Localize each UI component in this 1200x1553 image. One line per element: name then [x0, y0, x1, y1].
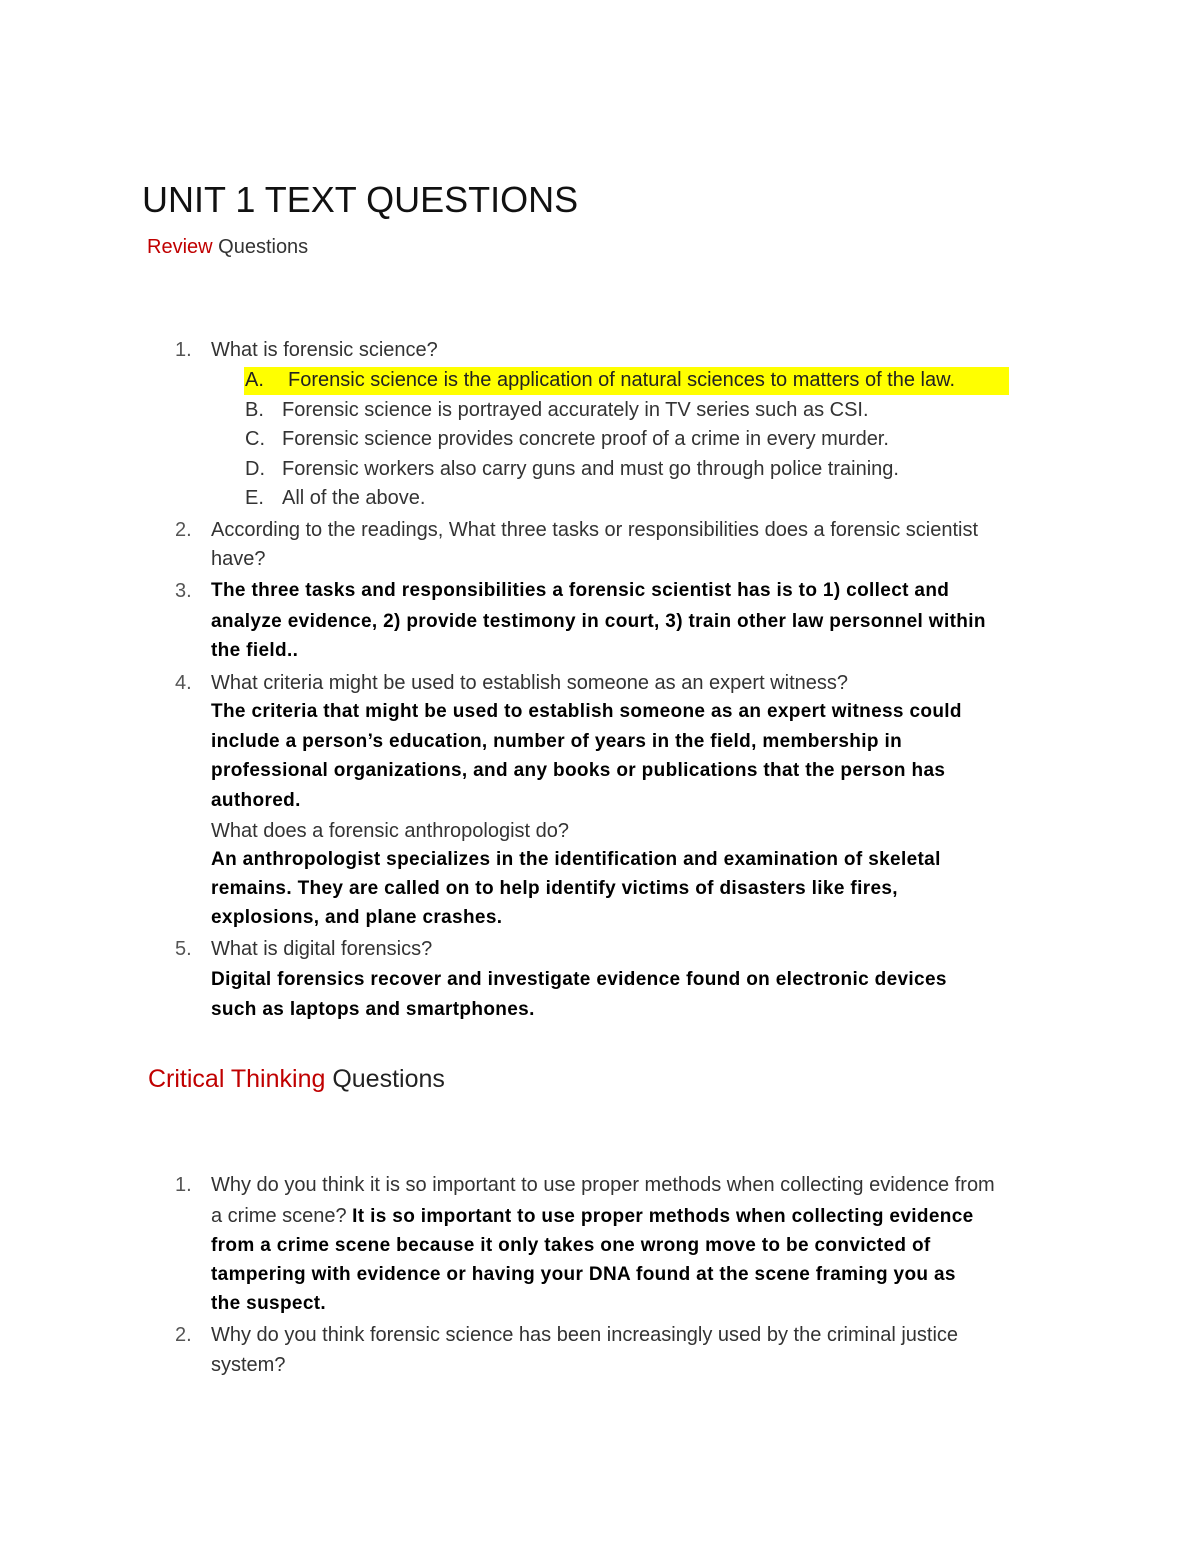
question-number: 2. — [175, 1324, 192, 1346]
option-letter: B. — [245, 399, 264, 421]
question-text: have? — [211, 548, 266, 570]
option-letter: C. — [245, 428, 265, 450]
page-title: UNIT 1 TEXT QUESTIONS — [142, 179, 579, 220]
answer-text: tampering with evidence or having your DNA found at the scene framing you as — [211, 1264, 956, 1285]
option-text: Forensic science provides concrete proof of a crime in every murder. — [282, 428, 889, 450]
answer-text: Digital forensics recover and investigate evidence found on electronic devices — [211, 969, 947, 990]
critical-heading-colored: Critical Thinking — [148, 1065, 326, 1093]
question-text: a crime scene? — [211, 1205, 353, 1227]
question-number: 1. — [175, 1174, 192, 1196]
answer-text: authored. — [211, 790, 301, 811]
option-letter: A. — [245, 369, 264, 391]
question-number: 1. — [175, 339, 192, 361]
answer-text: the suspect. — [211, 1293, 327, 1314]
question-number: 5. — [175, 938, 192, 960]
question-text: system? — [211, 1354, 286, 1376]
question-text: What is forensic science? — [211, 339, 438, 361]
review-heading-rest: Questions — [212, 236, 309, 258]
critical-heading-rest: Questions — [325, 1065, 445, 1093]
question-text: According to the readings, What three tasks or responsibilities does a forensic scientist — [211, 519, 979, 541]
answer-text: explosions, and plane crashes. — [211, 907, 503, 928]
answer-text: such as laptops and smartphones. — [211, 999, 535, 1020]
review-questions-heading — [147, 233, 308, 261]
question-text: What criteria might be used to establish someone as an expert witness? — [211, 672, 848, 694]
answer-text: An anthropologist specializes in the identification and examination of skeletal — [211, 849, 941, 870]
option-letter: E. — [245, 487, 264, 509]
option-text: Forensic workers also carry guns and must go through police training. — [282, 458, 899, 480]
answer-text: The criteria that might be used to establish someone as an expert witness could — [211, 701, 962, 722]
option-text: Forensic science is portrayed accurately in TV series such as CSI. — [282, 399, 869, 421]
answer-text: include a person’s education, number of years in the field, membership in — [211, 731, 903, 752]
option-text: All of the above. — [282, 487, 426, 509]
question-number: 4. — [175, 672, 192, 694]
question-answer-line — [211, 1202, 974, 1231]
answer-text: professional organizations, and any books or publications that the person has — [211, 760, 946, 781]
review-heading-colored: Review — [147, 236, 213, 258]
answer-text: from a crime scene because it only takes one wrong move to be convicted of — [211, 1235, 931, 1256]
question-text: What does a forensic anthropologist do? — [211, 820, 569, 842]
question-number: 2. — [175, 519, 192, 541]
question-text: Why do you think it is so important to use proper methods when collecting evidence from — [211, 1174, 995, 1196]
critical-thinking-heading — [148, 1062, 445, 1096]
question-text: Why do you think forensic science has been increasingly used by the criminal justice — [211, 1324, 959, 1346]
answer-text: The three tasks and responsibilities a forensic scientist has is to 1) collect and — [211, 580, 950, 601]
answer-text: remains. They are called on to help identify victims of disasters like fires, — [211, 878, 898, 899]
answer-text: It is so important to use proper methods when collecting evidence — [352, 1206, 974, 1227]
question-text: What is digital forensics? — [211, 938, 433, 960]
option-letter: D. — [245, 458, 265, 480]
answer-text: analyze evidence, 2) provide testimony in court, 3) train other law personnel within — [211, 611, 986, 632]
answer-text: the field.. — [211, 640, 299, 661]
option-text-correct: Forensic science is the application of natural sciences to matters of the law. — [288, 369, 956, 391]
question-number: 3. — [175, 580, 192, 602]
